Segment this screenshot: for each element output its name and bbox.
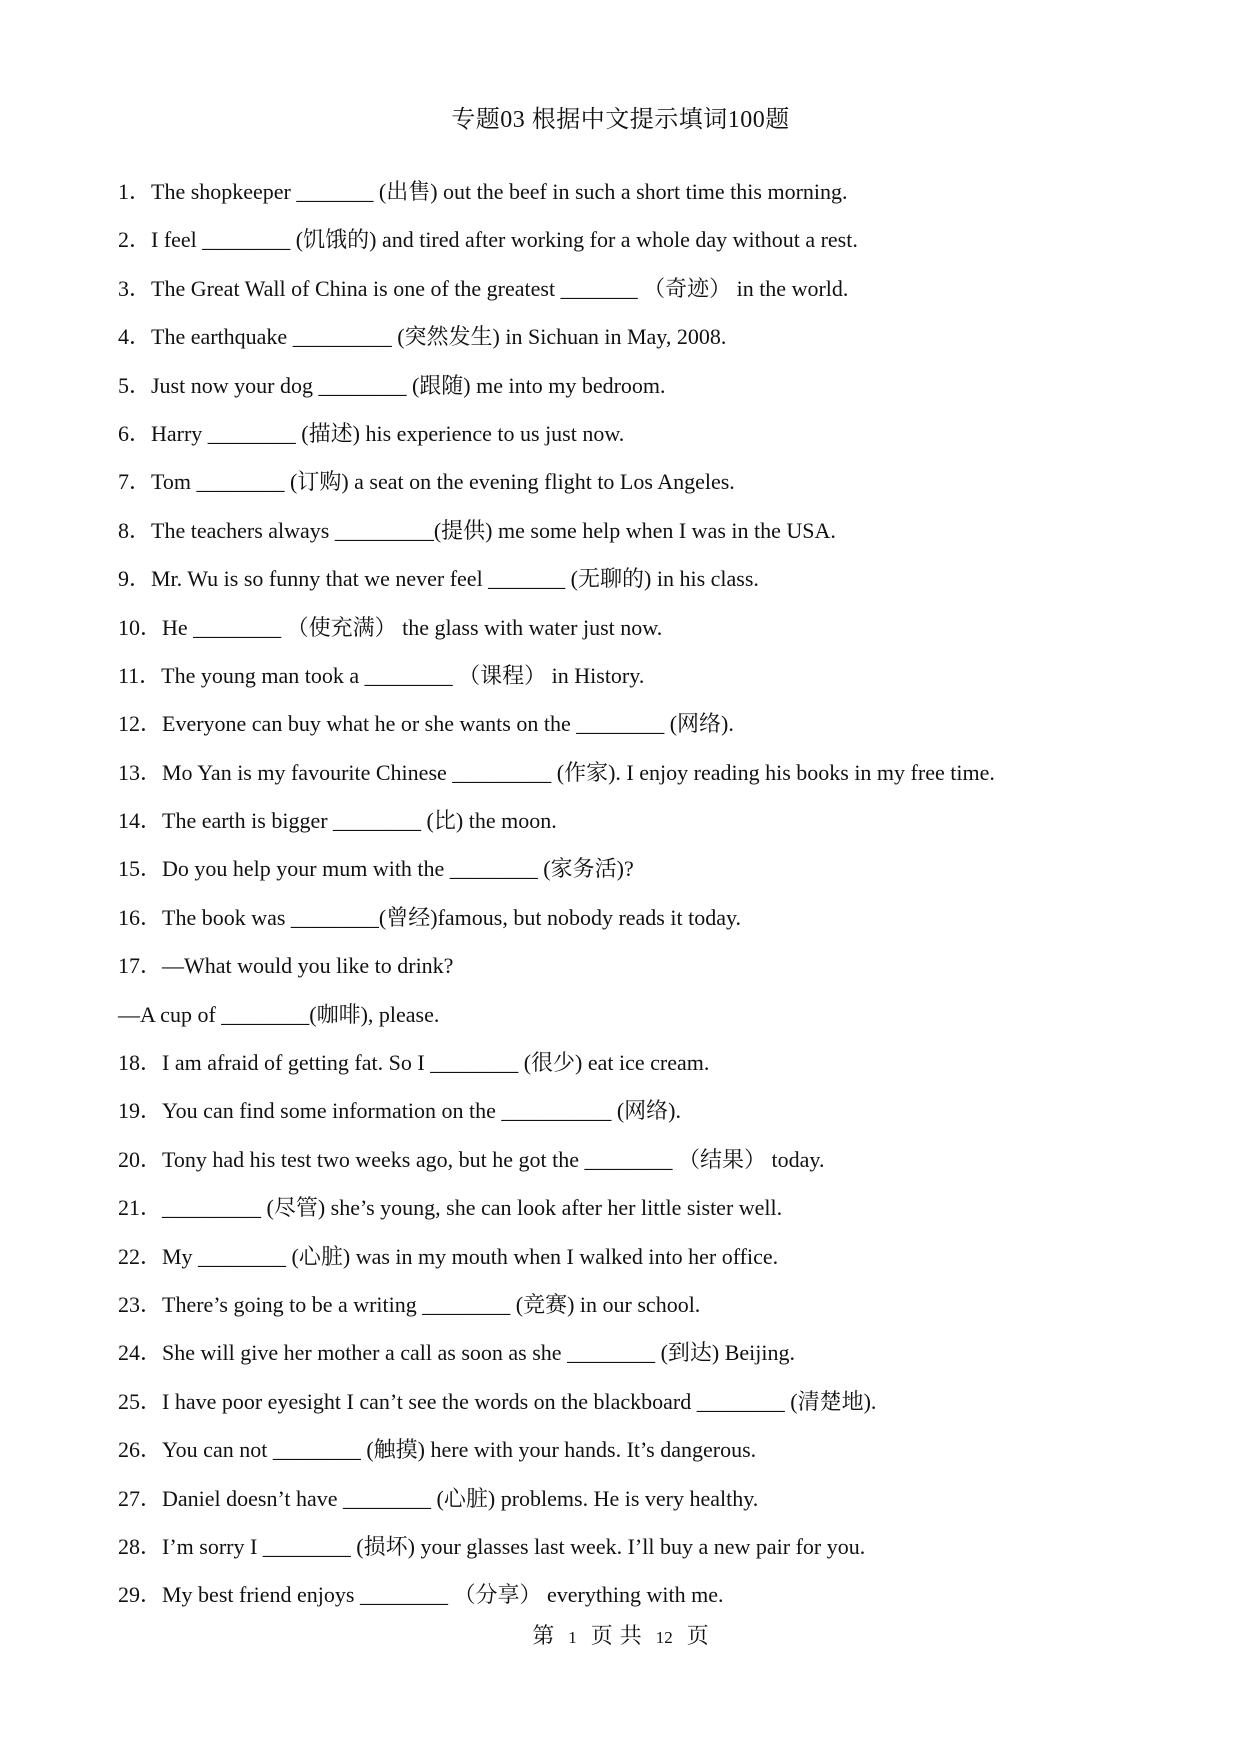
question-line: 29．My best friend enjoys ________ （分享） everything with me.: [118, 1582, 724, 1608]
question-line: 6．Harry ________ (描述) his experience to us just now.: [118, 420, 625, 446]
footer-suffix: 页: [686, 1624, 709, 1649]
question-line: 23．There’s going to be a writing ________ (竞赛) in our school.: [118, 1291, 701, 1317]
question-line: 14．The earth is bigger ________ (比) the moon.: [118, 808, 557, 834]
page-footer: [0, 1622, 1241, 1653]
question-line: 16．The book was ________(曾经)famous, but nobody reads it today.: [118, 904, 742, 930]
footer-prefix: 第: [532, 1624, 555, 1649]
question-line: 20．Tony had his test two weeks ago, but he got the ________ （结果） today.: [118, 1146, 825, 1172]
question-line: 4．The earthquake _________ (突然发生) in Sichuan in May, 2008.: [118, 324, 727, 350]
question-line: 8．The teachers always _________(提供) me some help when I was in the USA.: [118, 517, 836, 543]
question-line: 12．Everyone can buy what he or she wants on the ________ (网络).: [118, 711, 734, 737]
document-title: 专题03 根据中文提示填词100题: [451, 107, 790, 133]
question-line: 18．I am afraid of getting fat. So I ________ (很少) eat ice cream.: [118, 1050, 710, 1076]
question-line: 24．She will give her mother a call as soon as she ________ (到达) Beijing.: [118, 1340, 795, 1366]
question-line: 28．I’m sorry I ________ (损坏) your glasses last week. I’ll buy a new pair for you.: [118, 1533, 866, 1559]
question-line: 5．Just now your dog ________ (跟随) me into my bedroom.: [118, 372, 666, 398]
question-line: 2．I feel ________ (饥饿的) and tired after working for a whole day without a rest.: [118, 227, 858, 253]
answer-line: —A cup of ________(咖啡), please.: [118, 1001, 440, 1027]
question-line: 27．Daniel doesn’t have ________ (心脏) problems. He is very healthy.: [118, 1485, 759, 1511]
question-line: 1．The shopkeeper _______ (出售) out the beef in such a short time this morning.: [118, 179, 848, 204]
current-page-number: 1: [568, 1628, 577, 1647]
question-line: 17．—What would you like to drink?: [118, 953, 454, 979]
question-line: 11．The young man took a ________ （课程） in History.: [118, 662, 645, 688]
total-pages-number: 12: [655, 1628, 673, 1647]
question-line: 7．Tom ________ (订购) a seat on the evening flight to Los Angeles.: [118, 469, 735, 495]
question-list: [118, 168, 1181, 1620]
question-line: 3．The Great Wall of China is one of the greatest _______ （奇迹） in the world.: [118, 275, 849, 301]
question-line: 19．You can find some information on the __________ (网络).: [118, 1098, 681, 1124]
question-line: 10．He ________ （使充满） the glass with water just now.: [118, 614, 663, 640]
question-line: 21．_________ (尽管) she’s young, she can look after her little sister well.: [118, 1195, 783, 1221]
question-line: 13．Mo Yan is my favourite Chinese _________ (作家). I enjoy reading his books in my free time.: [118, 759, 995, 785]
footer-middle: 页 共: [590, 1624, 642, 1649]
question-line: 26．You can not ________ (触摸) here with your hands. It’s dangerous.: [118, 1437, 757, 1463]
question-line: 15．Do you help your mum with the ________ (家务活)?: [118, 856, 634, 882]
question-line: 25．I have poor eyesight I can’t see the words on the blackboard ________ (清楚地).: [118, 1388, 877, 1414]
question-line: 9．Mr. Wu is so funny that we never feel _______ (无聊的) in his class.: [118, 566, 759, 592]
question-line: 22．My ________ (心脏) was in my mouth when I walked into her office.: [118, 1243, 779, 1269]
